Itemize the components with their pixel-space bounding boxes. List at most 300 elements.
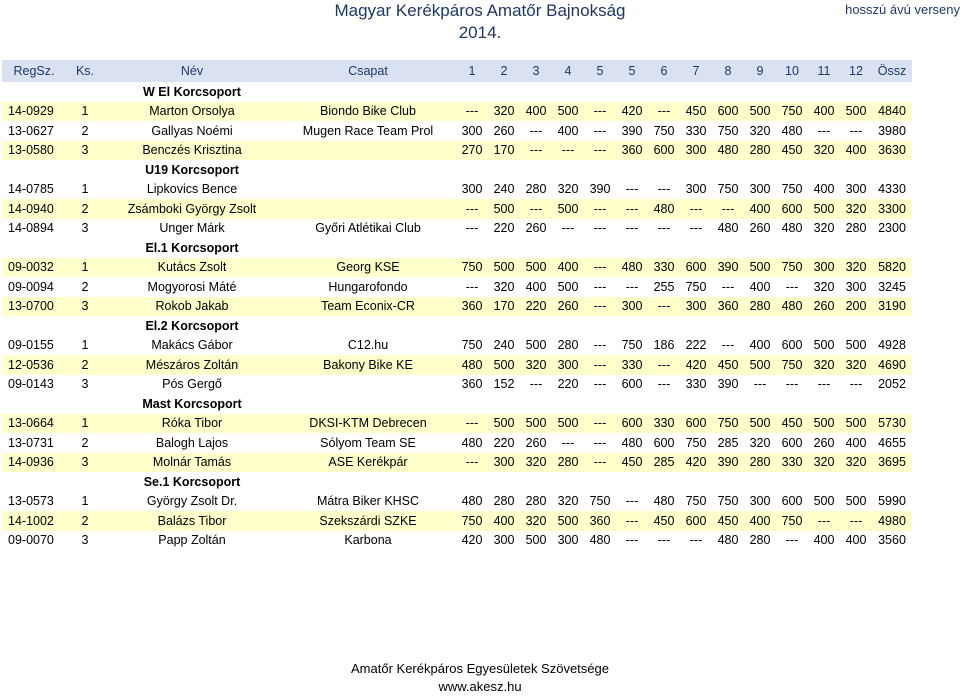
column-header: 10 — [776, 60, 808, 82]
table-cell: 320 — [813, 221, 835, 236]
table-cell: Kutács Zsolt — [104, 258, 280, 278]
table-cell: 3 — [66, 453, 104, 473]
table-cell: 5730 — [872, 414, 912, 434]
group-header-row — [2, 160, 912, 180]
table-cell: 400 — [813, 182, 835, 197]
empty-cell — [712, 238, 744, 258]
table-cell: 400 — [488, 511, 520, 531]
table-cell: 4840 — [872, 102, 912, 122]
table-cell: Balázs Tibor — [104, 511, 280, 531]
column-header: Csapat — [280, 60, 456, 82]
empty-cell — [616, 316, 648, 336]
table-cell: 390 — [589, 182, 611, 197]
table-cell: 330 — [648, 258, 680, 278]
table-cell: 750 — [717, 182, 739, 197]
table-cell: 480 — [461, 494, 483, 509]
table-cell: 390 — [712, 258, 744, 278]
table-cell: 360 — [616, 141, 648, 161]
empty-cell — [744, 238, 776, 258]
empty-cell — [488, 82, 520, 102]
table-cell: --- — [657, 182, 671, 197]
table-cell: --- — [465, 221, 479, 236]
table-cell: --- — [625, 221, 639, 236]
group-header-row — [2, 394, 912, 414]
table-cell: 300 — [749, 494, 771, 509]
table-cell: 320 — [520, 453, 552, 473]
table-cell: --- — [840, 511, 872, 531]
table-cell: --- — [584, 102, 616, 122]
table-cell: 4928 — [878, 338, 906, 353]
column-header: 3 — [520, 60, 552, 82]
table-cell: 480 — [717, 221, 739, 236]
table-cell: 500 — [840, 414, 872, 434]
table-cell: 500 — [808, 199, 840, 219]
table-cell: 2 — [81, 279, 89, 294]
table-cell: 300 — [461, 123, 483, 138]
table-cell: 240 — [493, 338, 515, 353]
table-cell: 220 — [557, 377, 579, 392]
table-cell: 500 — [744, 102, 776, 122]
empty-cell — [680, 238, 712, 258]
table-row — [2, 199, 912, 219]
empty-cell — [680, 472, 712, 492]
table-cell: 500 — [525, 338, 547, 353]
table-cell: 280 — [744, 141, 776, 161]
table-cell: 750 — [712, 414, 744, 434]
group-label: U19 Korcsoport — [145, 162, 239, 177]
table-cell: 600 — [621, 377, 643, 392]
table-cell: 2 — [81, 435, 89, 450]
group-header-row — [2, 238, 912, 258]
table-cell: 280 — [845, 221, 867, 236]
table-cell: --- — [712, 199, 744, 219]
table-cell: 450 — [712, 511, 744, 531]
table-cell: 320 — [557, 494, 579, 509]
table-cell: 750 — [685, 494, 707, 509]
table-cell: 300 — [488, 453, 520, 473]
table-cell: 500 — [552, 414, 584, 434]
table-cell: 260 — [525, 435, 547, 450]
table-cell: 320 — [813, 279, 835, 294]
table-cell: 220 — [493, 435, 515, 450]
table-cell: --- — [456, 453, 488, 473]
table-row — [2, 258, 912, 278]
table-cell: Gallyas Noémi — [151, 123, 233, 138]
table-cell: 420 — [461, 533, 483, 548]
table-cell: C12.hu — [347, 338, 389, 353]
table-cell: 480 — [781, 221, 803, 236]
table-cell: 1 — [81, 494, 89, 509]
table-cell — [280, 141, 456, 161]
table-cell: Mugen Race Team Prol — [302, 123, 434, 138]
empty-cell — [712, 160, 744, 180]
table-cell: --- — [593, 123, 607, 138]
table-cell: 152 — [493, 377, 515, 392]
table-cell: Pós Gergő — [162, 377, 222, 392]
table-cell: --- — [593, 377, 607, 392]
empty-cell — [840, 82, 872, 102]
table-cell: 320 — [520, 511, 552, 531]
table-cell: --- — [593, 279, 607, 294]
table-cell: 750 — [717, 123, 739, 138]
table-cell: 400 — [749, 279, 771, 294]
table-cell: 450 — [648, 511, 680, 531]
table-cell: 500 — [744, 414, 776, 434]
table-cell: 280 — [557, 338, 579, 353]
table-cell: 320 — [808, 141, 840, 161]
table-cell: 280 — [744, 453, 776, 473]
table-row — [2, 297, 912, 317]
empty-cell — [66, 160, 104, 180]
table-cell: 400 — [845, 533, 867, 548]
table-cell: 300 — [616, 297, 648, 317]
table-cell: --- — [625, 533, 639, 548]
table-cell: 09-0155 — [8, 338, 54, 353]
table-cell: 2 — [66, 511, 104, 531]
table-cell: 450 — [680, 102, 712, 122]
empty-cell — [680, 316, 712, 336]
empty-cell — [520, 82, 552, 102]
empty-cell — [776, 82, 808, 102]
table-cell: --- — [616, 511, 648, 531]
table-row — [2, 141, 912, 161]
empty-cell — [520, 316, 552, 336]
table-cell: 600 — [680, 511, 712, 531]
table-cell: 500 — [808, 414, 840, 434]
empty-cell — [648, 160, 680, 180]
empty-cell — [280, 82, 456, 102]
table-cell: Hungarofondo — [328, 279, 408, 294]
empty-cell — [616, 160, 648, 180]
table-cell: --- — [561, 221, 575, 236]
empty-cell — [280, 160, 456, 180]
table-cell: 13-0700 — [2, 297, 66, 317]
table-cell: 500 — [840, 102, 872, 122]
table-cell: 280 — [552, 453, 584, 473]
empty-cell — [712, 316, 744, 336]
empty-cell — [776, 472, 808, 492]
empty-cell — [520, 394, 552, 414]
table-cell: 600 — [680, 258, 712, 278]
empty-cell — [840, 160, 872, 180]
table-cell: 420 — [680, 453, 712, 473]
table-cell: 3190 — [872, 297, 912, 317]
empty-cell — [712, 394, 744, 414]
table-cell: Molnár Tamás — [104, 453, 280, 473]
empty-cell — [808, 160, 840, 180]
table-cell: Papp Zoltán — [158, 533, 226, 548]
empty-cell — [808, 82, 840, 102]
table-cell: --- — [584, 453, 616, 473]
table-row — [2, 277, 912, 297]
column-header: 7 — [680, 60, 712, 82]
table-cell: 5820 — [872, 258, 912, 278]
table-cell: 480 — [456, 355, 488, 375]
table-cell: 260 — [525, 221, 547, 236]
table-cell: Mogyorosi Máté — [147, 279, 237, 294]
table-cell: 3630 — [872, 141, 912, 161]
column-header: Össz — [872, 60, 912, 82]
table-cell: 300 — [461, 182, 483, 197]
empty-cell — [744, 82, 776, 102]
table-cell: --- — [785, 377, 799, 392]
table-cell: 13-0664 — [2, 414, 66, 434]
table-cell — [280, 375, 456, 395]
table-cell: 480 — [717, 533, 739, 548]
table-cell: Marton Orsolya — [104, 102, 280, 122]
table-cell: 480 — [616, 258, 648, 278]
empty-cell — [840, 472, 872, 492]
table-cell: 390 — [717, 377, 739, 392]
table-cell: 13-0731 — [8, 435, 54, 450]
table-cell: 400 — [557, 123, 579, 138]
group-label: El.1 Korcsoport — [145, 240, 239, 255]
empty-cell — [808, 238, 840, 258]
table-cell: Mészáros Zoltán — [104, 355, 280, 375]
column-header: 1 — [456, 60, 488, 82]
table-cell: 260 — [493, 123, 515, 138]
empty-cell — [616, 472, 648, 492]
footer-url[interactable]: www.akesz.hu — [438, 679, 522, 694]
table-cell: --- — [689, 221, 703, 236]
empty-cell — [456, 316, 488, 336]
empty-cell — [280, 394, 456, 414]
table-cell: 400 — [813, 533, 835, 548]
table-cell: 750 — [456, 511, 488, 531]
table-cell: --- — [584, 414, 616, 434]
empty-cell — [280, 238, 456, 258]
table-cell: 750 — [776, 355, 808, 375]
table-cell: 600 — [776, 199, 808, 219]
table-cell: 400 — [808, 102, 840, 122]
table-cell: 285 — [648, 453, 680, 473]
table-cell: 2 — [66, 199, 104, 219]
table-cell: --- — [753, 377, 767, 392]
column-header: 9 — [744, 60, 776, 82]
table-cell: 260 — [749, 221, 771, 236]
table-cell: 500 — [744, 258, 776, 278]
table-cell: 480 — [621, 435, 643, 450]
table-row — [2, 355, 912, 375]
table-cell: 220 — [493, 221, 515, 236]
table-cell: 500 — [557, 279, 579, 294]
table-cell: --- — [648, 102, 680, 122]
empty-cell — [488, 238, 520, 258]
empty-cell — [840, 316, 872, 336]
table-cell: Győri Atlétikai Club — [315, 221, 421, 236]
table-cell: 1 — [66, 258, 104, 278]
table-cell: --- — [529, 123, 543, 138]
empty-cell — [456, 472, 488, 492]
empty-cell — [648, 316, 680, 336]
table-cell: 13-0627 — [8, 123, 54, 138]
empty-cell — [2, 472, 66, 492]
table-cell: 4690 — [872, 355, 912, 375]
table-cell: 220 — [520, 297, 552, 317]
table-cell: 600 — [648, 141, 680, 161]
table-cell: 2 — [81, 123, 89, 138]
table-cell: 500 — [813, 494, 835, 509]
empty-cell — [872, 472, 912, 492]
table-cell: 3695 — [872, 453, 912, 473]
table-row — [2, 180, 912, 200]
table-cell: 09-0143 — [8, 377, 54, 392]
table-cell: 400 — [840, 141, 872, 161]
table-cell: 13-0580 — [2, 141, 66, 161]
table-cell: --- — [657, 221, 671, 236]
empty-cell — [712, 82, 744, 102]
table-cell: 320 — [749, 435, 771, 450]
table-cell: 14-0936 — [2, 453, 66, 473]
empty-cell — [808, 472, 840, 492]
empty-cell — [680, 394, 712, 414]
group-header-row — [2, 472, 912, 492]
empty-cell — [456, 394, 488, 414]
table-cell: 2 — [66, 355, 104, 375]
table-cell: Unger Márk — [159, 221, 225, 236]
empty-cell — [744, 160, 776, 180]
empty-cell — [776, 316, 808, 336]
empty-cell — [616, 394, 648, 414]
empty-cell — [776, 394, 808, 414]
empty-cell — [616, 82, 648, 102]
results-table — [2, 60, 912, 550]
table-cell: DKSI-KTM Debrecen — [280, 414, 456, 434]
table-cell: 600 — [781, 338, 803, 353]
empty-cell — [488, 316, 520, 336]
table-cell: 600 — [616, 414, 648, 434]
table-cell: --- — [657, 533, 671, 548]
empty-cell — [520, 472, 552, 492]
table-cell: 09-0032 — [2, 258, 66, 278]
table-cell: 390 — [712, 453, 744, 473]
table-cell: 3 — [81, 533, 89, 548]
empty-cell — [584, 472, 616, 492]
table-cell: 600 — [680, 414, 712, 434]
empty-cell — [648, 238, 680, 258]
table-cell: 240 — [493, 182, 515, 197]
table-cell: 14-0929 — [2, 102, 66, 122]
table-cell: 330 — [685, 377, 707, 392]
table-cell: 170 — [488, 297, 520, 317]
empty-cell — [488, 394, 520, 414]
table-cell: --- — [808, 511, 840, 531]
table-cell: Mátra Biker KHSC — [316, 494, 420, 509]
empty-cell — [808, 316, 840, 336]
table-row — [2, 531, 912, 551]
empty-cell — [552, 238, 584, 258]
table-cell: 4330 — [878, 182, 906, 197]
empty-cell — [648, 394, 680, 414]
table-cell: --- — [625, 182, 639, 197]
empty-cell — [456, 82, 488, 102]
group-label: Mast Korcsoport — [142, 396, 242, 411]
table-cell: 480 — [653, 494, 675, 509]
empty-cell — [584, 82, 616, 102]
table-cell: --- — [817, 123, 831, 138]
empty-cell — [552, 316, 584, 336]
table-cell: 320 — [520, 355, 552, 375]
table-cell: 2052 — [878, 377, 906, 392]
table-cell: 3 — [66, 297, 104, 317]
table-cell: 480 — [461, 435, 483, 450]
table-cell: 3 — [81, 221, 89, 236]
empty-cell — [488, 160, 520, 180]
column-header: 2 — [488, 60, 520, 82]
group-label: El.2 Korcsoport — [145, 318, 239, 333]
empty-cell — [680, 160, 712, 180]
table-cell: 500 — [525, 533, 547, 548]
empty-cell — [520, 160, 552, 180]
table-cell: --- — [817, 377, 831, 392]
empty-cell — [584, 316, 616, 336]
table-cell: 500 — [552, 102, 584, 122]
table-cell: --- — [593, 435, 607, 450]
table-cell: 14-0894 — [8, 221, 54, 236]
table-cell: --- — [584, 355, 616, 375]
table-cell: 2300 — [878, 221, 906, 236]
empty-cell — [488, 472, 520, 492]
empty-cell — [872, 394, 912, 414]
table-cell: --- — [465, 279, 479, 294]
group-header-row — [2, 82, 912, 102]
table-cell: 750 — [776, 102, 808, 122]
table-cell: 1 — [66, 102, 104, 122]
table-cell: 5990 — [878, 494, 906, 509]
footer-org: Amatőr Kerékpáros Egyesületek Szövetsége — [351, 661, 609, 676]
empty-cell — [648, 472, 680, 492]
table-cell: 500 — [744, 355, 776, 375]
empty-cell — [744, 394, 776, 414]
table-cell: 280 — [525, 182, 547, 197]
empty-cell — [456, 238, 488, 258]
table-cell: 300 — [845, 182, 867, 197]
table-cell: 600 — [653, 435, 675, 450]
empty-cell — [648, 82, 680, 102]
empty-cell — [66, 82, 104, 102]
race-type: hosszú ávú verseny — [845, 2, 960, 17]
table-cell: --- — [456, 102, 488, 122]
table-cell: 750 — [456, 258, 488, 278]
table-cell: 300 — [680, 297, 712, 317]
table-cell: 450 — [776, 141, 808, 161]
empty-cell — [520, 238, 552, 258]
table-cell: --- — [721, 338, 735, 353]
empty-cell — [872, 160, 912, 180]
table-cell: 300 — [808, 258, 840, 278]
table-cell: 320 — [840, 199, 872, 219]
footer — [0, 660, 960, 696]
column-header: 5 — [584, 60, 616, 82]
table-cell: 320 — [808, 355, 840, 375]
column-header: 4 — [552, 60, 584, 82]
table-cell: --- — [584, 199, 616, 219]
table-cell: 320 — [557, 182, 579, 197]
table-cell: Karbona — [344, 533, 392, 548]
empty-cell — [616, 238, 648, 258]
table-cell: --- — [593, 221, 607, 236]
table-cell: 500 — [520, 258, 552, 278]
table-cell: 300 — [493, 533, 515, 548]
table-cell: 600 — [781, 435, 803, 450]
table-cell: 500 — [520, 414, 552, 434]
table-cell: 500 — [552, 199, 584, 219]
table-cell: 750 — [461, 338, 483, 353]
table-cell: 1 — [81, 338, 89, 353]
table-cell: 360 — [456, 297, 488, 317]
table-cell: 320 — [749, 123, 771, 138]
table-cell: --- — [584, 141, 616, 161]
